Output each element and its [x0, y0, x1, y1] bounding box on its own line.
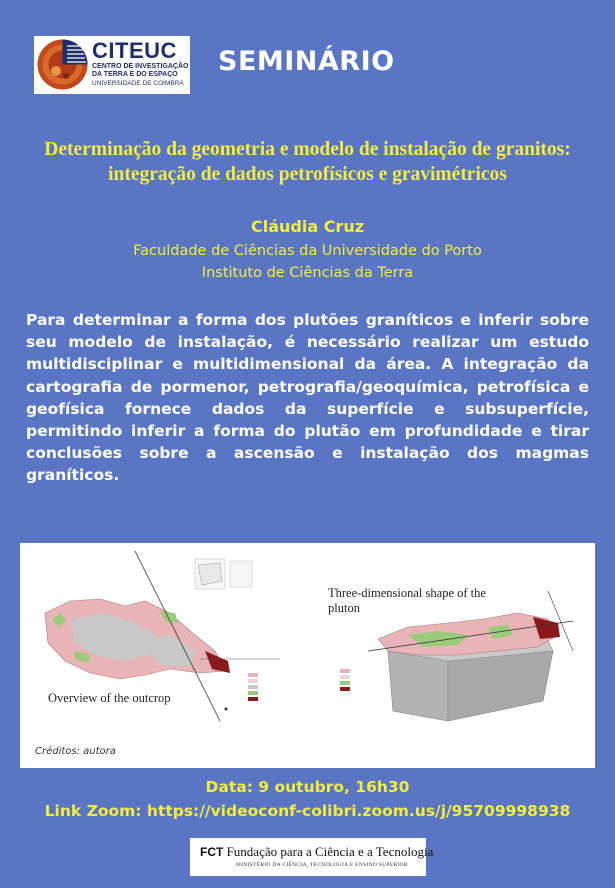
fct-abbr: FCT: [200, 845, 224, 859]
logo-name: CITEUC: [92, 38, 177, 63]
talk-title: Determinação da geometria e modelo de instalação de granitos: integração de dados petrofísicos e gravimétricos: [44, 139, 571, 185]
pluton-caption: Three-dimensional shape of the pluton: [328, 586, 486, 615]
seminar-label: SEMINÁRIO: [218, 46, 395, 77]
event-date: Data: 9 outubro, 16h30: [205, 778, 410, 796]
abstract-text: Para determinar a forma dos plutões graníticos e inferir sobre seu modelo de instalação, é necessário realizar um estudo multidisciplinar e multidimensional da área. A integração da cartografia de pormenor, petrografia/geoquímica, petrofísica e geofísica fornece dados da superfície e subsuperfície, permitindo inferir a forma do plutão em profundidade e tirar conclusões sobre a ascensão e instalação dos magmas graníticos.: [26, 311, 589, 485]
logo-subtitle-line-1: CENTRO DE INVESTIGAÇÃO: [92, 63, 189, 70]
affiliation-institute: Instituto de Ciências da Terra: [201, 265, 414, 281]
pluton-3d-image: [308, 551, 588, 741]
image-credits: Créditos: autora: [35, 746, 116, 757]
zoom-link[interactable]: Link Zoom: https://videoconf-colibri.zoom.us/j/95709998938: [44, 802, 571, 820]
outcrop-map-image: [30, 551, 292, 741]
logo-subtitle-line-2: DA TERRA E DO ESPAÇO: [92, 71, 178, 78]
fct-full-name: Fundação para a Ciência e a Tecnologia: [226, 844, 434, 859]
figure-panel: [20, 543, 595, 768]
logo-university: UNIVERSIDADE DE COIMBRA: [92, 80, 184, 87]
logo-subtitle: [92, 63, 188, 79]
speaker-name: Cláudia Cruz: [250, 217, 365, 236]
citeuc-emblem-icon: [36, 38, 89, 91]
fct-ministry: MINISTÉRIO DA CIÊNCIA, TECNOLOGIA E ENSINO SUPERIOR: [236, 862, 408, 868]
citeuc-logo: [34, 36, 190, 94]
fct-logo: [190, 838, 434, 876]
affiliation-faculty: Faculdade de Ciências da Universidade do Porto: [133, 243, 482, 259]
fct-name-line: [200, 844, 433, 860]
outcrop-caption: Overview of the outcrop: [48, 691, 171, 705]
